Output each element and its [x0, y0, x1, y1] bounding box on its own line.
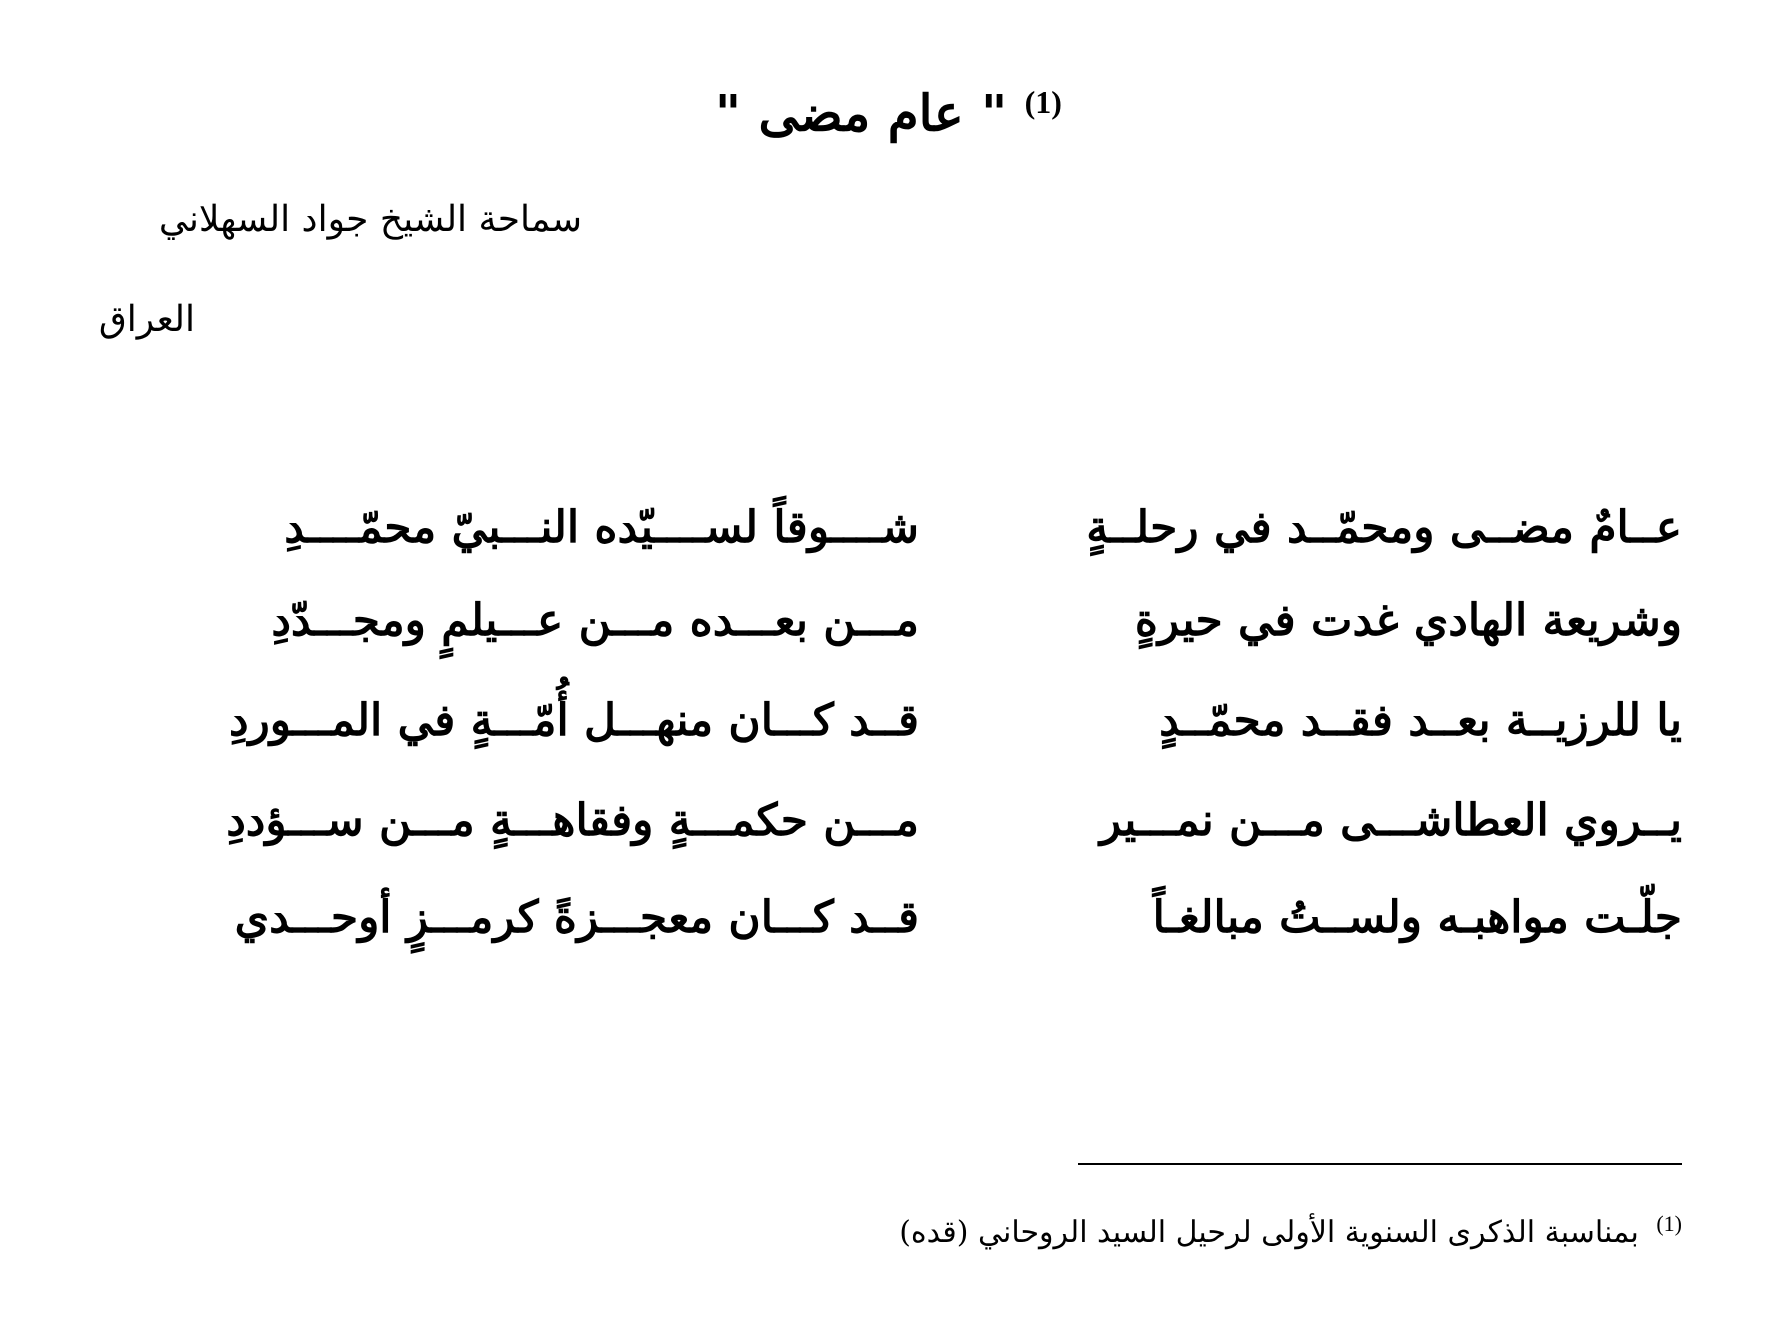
- verse-second-hemistich: قــد كـــان منهـــل أُمّـــةٍ في المـــوردِ: [228, 695, 919, 746]
- title-text: " عام مضى ": [715, 83, 1008, 143]
- verse-second-hemistich: مـــن حكمـــةٍ وفقاهـــةٍ مـــن ســـؤددِ: [226, 795, 919, 846]
- poem: [0, 488, 1777, 988]
- verse-second-hemistich: مـــن بعـــده مـــن عـــيلمٍ ومجـــدّدِ: [271, 595, 919, 646]
- verse-first-hemistich: وشريعة الهادي غدت في حيرةٍ: [1134, 595, 1682, 646]
- author-name: سماحة الشيخ جواد السهلاني: [158, 199, 582, 240]
- footnote-divider: [1078, 1163, 1682, 1165]
- verse-first-hemistich: يــروي العطاشـــى مـــن نمـــير: [1099, 795, 1682, 846]
- title-footnote-marker: (1): [1024, 84, 1062, 120]
- verse-second-hemistich: شــــوقاً لســــيّده النـــبيّ محمّــــدِ: [284, 502, 919, 553]
- footnote: [899, 1196, 1682, 1261]
- verse-first-hemistich: عــامٌ مضــى ومحمّــد في رحلــةٍ: [1086, 502, 1682, 553]
- verse-first-hemistich: جلّـت مواهبـه ولســتُ مبالغـاً: [1152, 892, 1682, 943]
- footnote-text: بمناسبة الذكرى السنوية الأولى لرحيل السيد الروحاني (قده): [899, 1215, 1639, 1250]
- verse-second-hemistich: قــد كـــان معجـــزةً كرمـــزٍ أوحـــدي: [234, 892, 919, 943]
- poem-verse: [0, 488, 1777, 568]
- page-title: [0, 62, 1777, 154]
- poem-verse: [0, 878, 1777, 958]
- footnote-marker: (1): [1656, 1211, 1682, 1236]
- poem-verse: [0, 581, 1777, 661]
- verse-first-hemistich: يا للرزيــة بعــد فقــد محمّــدٍ: [1159, 695, 1682, 746]
- author-country: العراق: [98, 299, 195, 340]
- poem-verse: [0, 681, 1777, 761]
- poem-verse: [0, 781, 1777, 861]
